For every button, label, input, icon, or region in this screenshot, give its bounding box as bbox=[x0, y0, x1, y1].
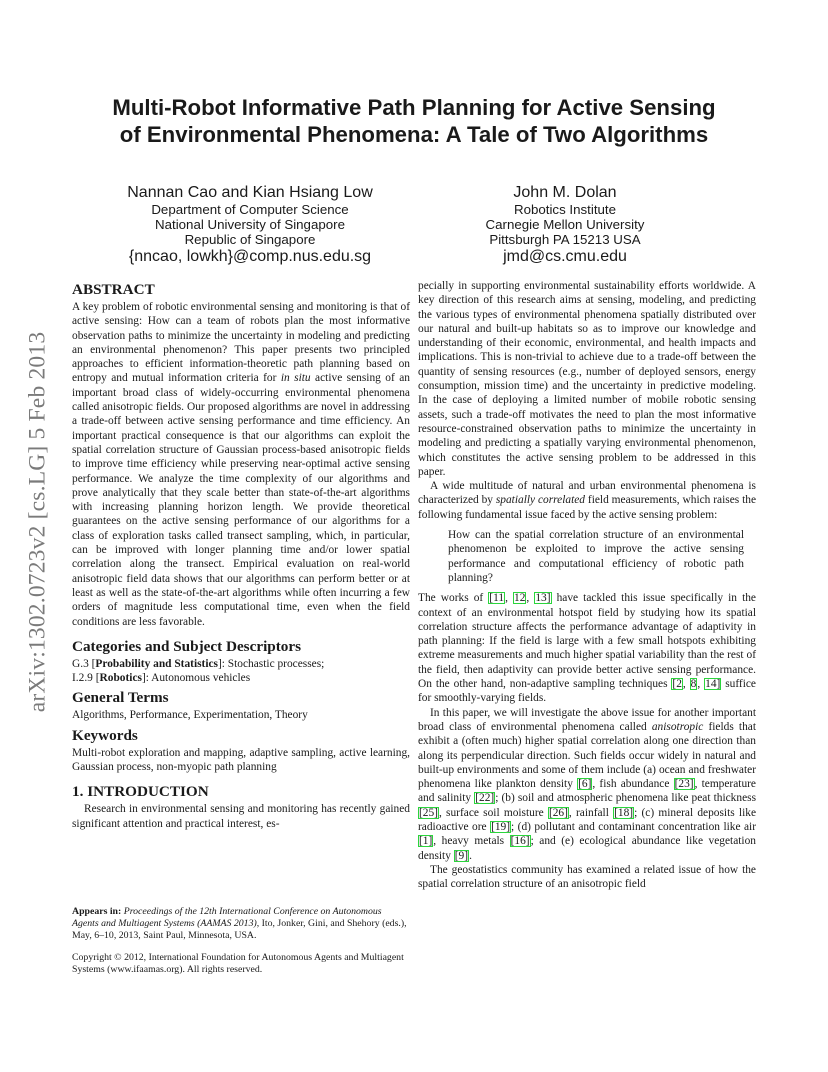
citation-link[interactable]: [16] bbox=[510, 835, 530, 848]
citation-link[interactable]: [23] bbox=[674, 778, 694, 791]
citation-link[interactable]: [11 bbox=[489, 592, 505, 605]
intro-paragraph: The works of [11, 12, 13] have tackled this issue specifically in the context of an environmental hotspot field by studying how its spatial correlation structure affects the performance advantage of adaptivity in path planning: If the field is large with a few small hotspots exhibiting extreme measurements and much higher spatial variability than the rest of the field, then adaptivity can provide better active sensing performance. On the other hand, non-adaptive sampling techniques [2, 8, 14] suffice for smoothly-varying fields. bbox=[418, 592, 756, 705]
author-email: jmd@cs.cmu.edu bbox=[503, 248, 627, 265]
citation-link[interactable]: 12 bbox=[514, 592, 526, 605]
category-line: G.3 [Probability and Statistics]: Stochastic processes; bbox=[72, 657, 325, 670]
keywords-heading: Keywords bbox=[72, 726, 138, 744]
citation-link[interactable]: [19] bbox=[491, 820, 511, 833]
citation-link[interactable]: [26] bbox=[548, 806, 568, 819]
citation-link[interactable]: [1] bbox=[419, 835, 433, 848]
paper-title bbox=[60, 94, 768, 148]
citation-link[interactable]: 8 bbox=[690, 678, 697, 691]
author-names: John M. Dolan bbox=[513, 184, 617, 201]
intro-paragraph: pecially in supporting environmental sustainability efforts worldwide. A key direction of this research aims at sensing, modeling, and predicting the various types of environmental phenomena spatially distributed over our natural and built-up habitats so as to improve our knowledge and understanding of their economic, environmental, and health impacts and implications. This is non-trivial to achieve due to a trade-off between the quantity of sensing resources (e.g., number of deployed sensors, energy consumption, mission time) and the uncertainty in predictive modeling. In the case of deploying a limited number of mobile robotic sensing assets, such a trade-off motivates the need to plan the most informative resource-constrained observation paths to minimize the uncertainty in modeling and predicting a spatially varying environmental phenomenon, which constitutes the active sensing problem to be addressed in this paper. bbox=[418, 280, 756, 478]
keywords-text: Multi-robot exploration and mapping, adaptive sampling, active learning, Gaussian process, non-myopic path planning bbox=[72, 746, 410, 774]
research-question-quote: How can the spatial correlation structure of an environmental phenomenon be exploited to improve the active sensing performance and computational efficiency of robotic path planning? bbox=[448, 529, 744, 584]
copyright-note: Copyright © 2012, International Foundation for Autonomous Agents and Multiagent Systems (www.ifaamas.org). All rights reserved. bbox=[72, 951, 404, 975]
arxiv-identifier-stamp: arXiv:1302.0723v2 [cs.LG] 5 Feb 2013 bbox=[24, 331, 51, 713]
citation-link[interactable]: 13] bbox=[535, 592, 551, 605]
intro-paragraph: In this paper, we will investigate the above issue for another important broad class of environmental phenomena called anisotropic fields that exhibit a (often much) higher spatial correlation along one direction than along its perpendicular direction. Such fields occur widely in natural and built-up environments and some of them include (a) ocean and freshwater phenomena like plankton density [6], fish abundance [23], temperature and salinity [22]; (b) soil and atmospheric phenomena like peat thickness [25], surface soil moisture [26], rainfall [18]; (c) mineral deposits like radioactive ore [19]; (d) pollutant and contaminant concentration like air [1], heavy metals [16]; and (e) ecological abundance like vegetation density [9]. bbox=[418, 706, 756, 862]
author-block-right bbox=[445, 183, 685, 266]
author-institution: National University of Singapore bbox=[155, 217, 345, 232]
citation-link[interactable]: [6] bbox=[578, 778, 592, 791]
left-column bbox=[72, 281, 410, 831]
categories-heading: Categories and Subject Descriptors bbox=[72, 637, 302, 655]
citation-link[interactable]: 14] bbox=[705, 678, 721, 691]
general-terms-heading: General Terms bbox=[72, 689, 169, 707]
intro-paragraph: A wide multitude of natural and urban environmental phenomena is characterized by spatially correlated field measurements, which raises the following fundamental issue faced by the active sensing problem: bbox=[418, 480, 756, 521]
title-line-1: Multi-Robot Informative Path Planning for Active Sensing bbox=[112, 95, 716, 120]
author-department: Department of Computer Science bbox=[151, 202, 349, 217]
citation-link[interactable]: [9] bbox=[454, 849, 469, 862]
author-department: Robotics Institute bbox=[514, 202, 616, 217]
citation-link[interactable]: [18] bbox=[614, 806, 634, 819]
abstract-text: A key problem of robotic environmental sensing and monitoring is that of active sensing: How can a team of robots plan the most informative observation paths to minimize the uncertainty in modeling and predicting an environmental phenomenon? This paper presents two principled approaches to efficient information-theoretic path planning based on entropy and mutual information criteria for in situ active sensing of an important broad class of widely-occurring environmental phenomena called anisotropic fields. Our proposed algorithms are novel in addressing a trade-off between active sensing performance and time efficiency. An important practical consequence is that our algorithms can exploit the spatial correlation structure of Gaussian process-based anisotropic fields to improve time efficiency while preserving near-optimal active sensing performance. We analyze the time complexity of our algorithms and prove analytically that they scale better than state-of-the-art algorithms with increasing planning horizon length. We provide theoretical guarantees on the active sensing performance of our algorithms for a class of exploration tasks called transect sampling, which, in particular, can be improved with longer planning time and/or lower spatial correlation along the transect. Empirical evaluation on real-world anisotropic field data shows that our algorithms can perform better or at least as well as the state-of-the-art algorithms while often incurring a few orders of magnitude less computational time, even when the field conditions are less favorable. bbox=[72, 301, 410, 628]
author-email: {nncao, lowkh}@comp.nus.edu.sg bbox=[128, 248, 372, 265]
citation-link[interactable]: [2 bbox=[672, 678, 682, 691]
right-column bbox=[418, 279, 756, 891]
citation-link[interactable]: [22] bbox=[475, 792, 495, 805]
author-block-left bbox=[100, 183, 400, 266]
author-institution: Carnegie Mellon University bbox=[485, 217, 645, 232]
general-terms-text: Algorithms, Performance, Experimentation, Theory bbox=[72, 709, 308, 722]
author-location: Pittsburgh PA 15213 USA bbox=[489, 232, 641, 247]
citation-link[interactable]: [25] bbox=[419, 806, 438, 819]
intro-paragraph: The geostatistics community has examined a related issue of how the spatial correlation structure of an anisotropic field bbox=[418, 863, 756, 891]
introduction-heading: 1. INTRODUCTION bbox=[72, 783, 209, 801]
category-line: I.2.9 [Robotics]: Autonomous vehicles bbox=[72, 672, 251, 685]
footnote-block bbox=[72, 906, 410, 986]
title-line-2: of Environmental Phenomena: A Tale of Two Algorithms bbox=[119, 122, 709, 147]
author-names: Nannan Cao and Kian Hsiang Low bbox=[127, 184, 373, 201]
abstract-heading: ABSTRACT bbox=[72, 281, 155, 298]
intro-paragraph: Research in environmental sensing and monitoring has recently gained significant attention and practical interest, es- bbox=[72, 803, 410, 830]
appears-in-note: Appears in: Proceedings of the 12th International Conference on Autonomous Agents and Multiagent Systems (AAMAS 2013), Ito, Jonker, Gini, and Shehory (eds.), May, 6–10, 2013, Saint Paul, Minnesota, USA. bbox=[72, 906, 407, 941]
author-location: Republic of Singapore bbox=[184, 232, 316, 247]
